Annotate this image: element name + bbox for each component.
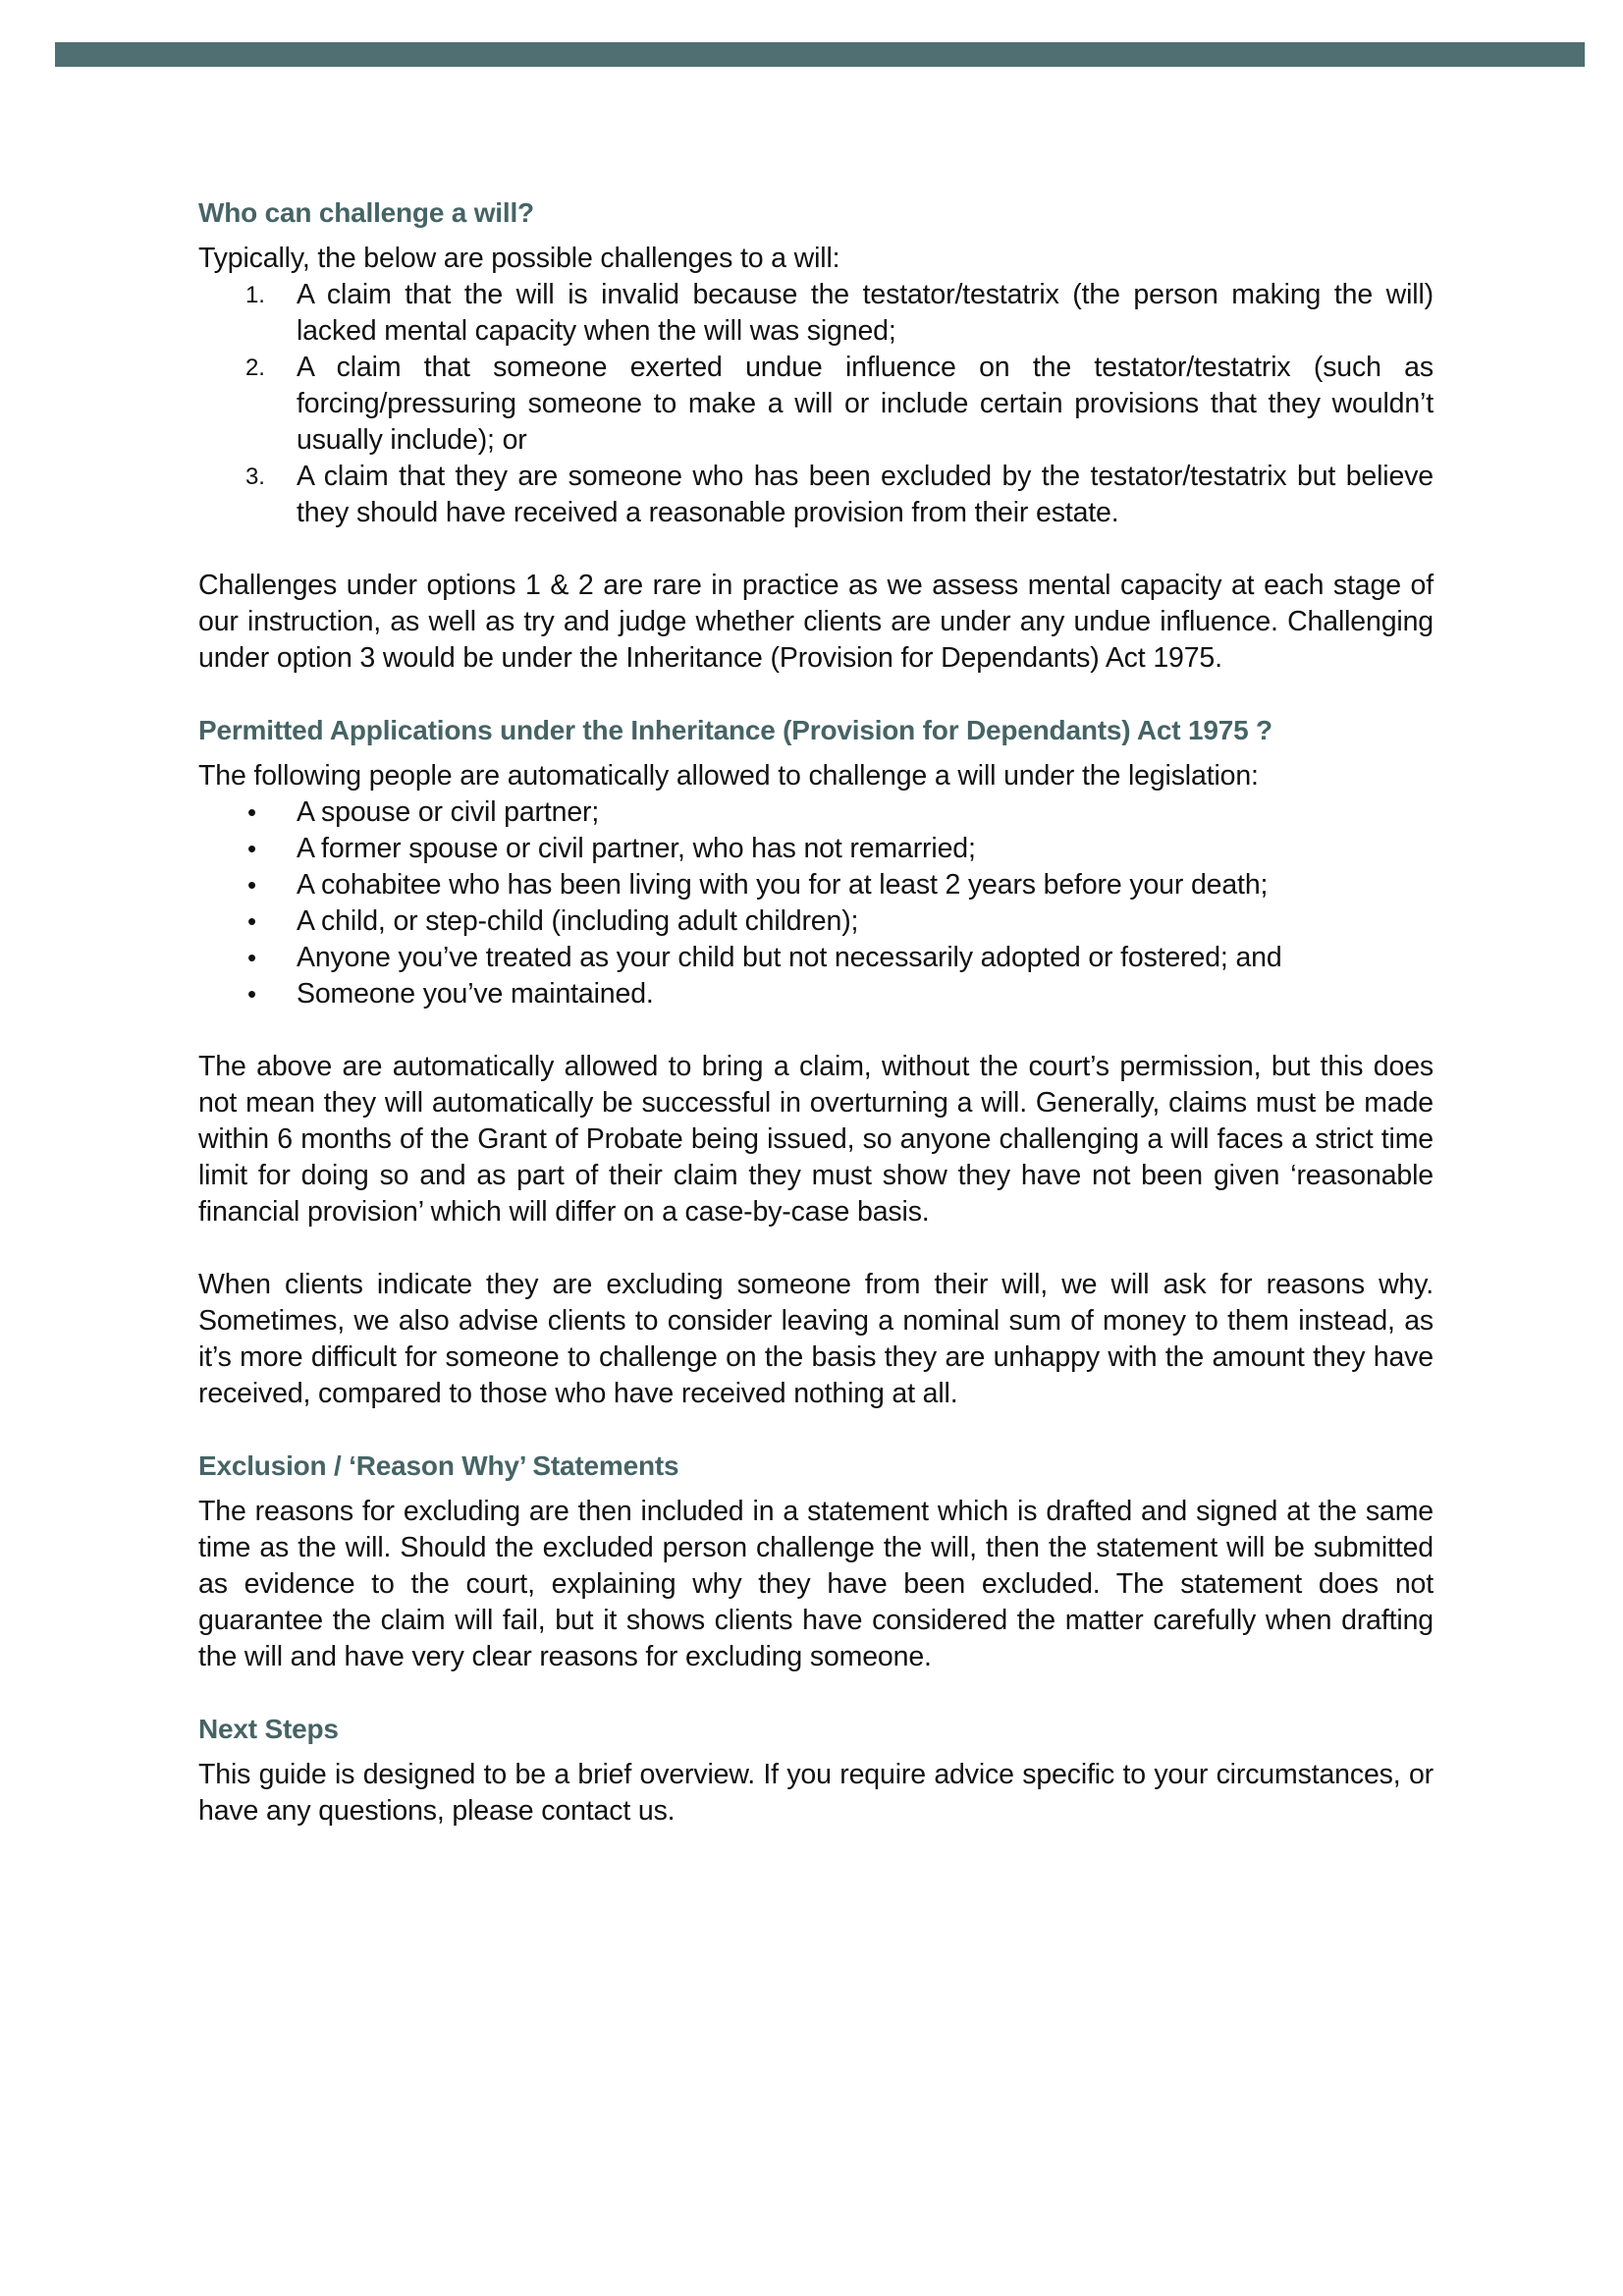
bullet-icon: • bbox=[247, 834, 256, 863]
list-item bbox=[198, 940, 1434, 976]
body-paragraph: This guide is designed to be a brief overview. If you require advice specific to your circumstances, or have any questions, please contact us. bbox=[198, 1759, 1434, 1827]
section-heading-next-steps: Next Steps bbox=[198, 1714, 339, 1744]
permitted-claimants-list bbox=[198, 794, 1434, 1012]
list-item-text: Someone you’ve maintained. bbox=[297, 978, 654, 1010]
list-item bbox=[198, 350, 1434, 459]
list-item-text: A cohabitee who has been living with you for at least 2 years before your death; bbox=[297, 869, 1269, 901]
list-item bbox=[198, 831, 1434, 867]
list-item bbox=[198, 459, 1434, 531]
bullet-icon: • bbox=[247, 797, 256, 827]
bullet-icon: • bbox=[247, 979, 256, 1009]
list-item-text: A claim that the will is invalid because the testator/testatrix (the person making the will) lacked mental capacity when the will was signed; bbox=[297, 279, 1434, 347]
document-body bbox=[198, 194, 1434, 1830]
bullet-icon: • bbox=[247, 870, 256, 900]
body-paragraph: The reasons for excluding are then included in a statement which is drafted and signed at the same time as the will. Should the excluded person challenge the will, then the statement will be submitted as evidence to the court, explaining why they have been excluded. The statement does not guarantee the claim will fail, but it shows clients have considered the matter carefully when drafting the will and have very clear reasons for excluding someone. bbox=[198, 1496, 1434, 1672]
list-item-text: A former spouse or civil partner, who has not remarried; bbox=[297, 833, 976, 864]
body-paragraph: When clients indicate they are excluding someone from their will, we will ask for reasons why. Sometimes, we also advise clients to consider leaving a nominal sum of money to them instead, as it’s more difficult for someone to challenge on the basis they are unhappy with the amount they have received, compared to those who have received nothing at all. bbox=[198, 1269, 1434, 1409]
intro-text: Typically, the below are possible challenges to a will: bbox=[198, 243, 840, 274]
section-heading-permitted-applications: Permitted Applications under the Inheritance (Provision for Dependants) Act 1975 ? bbox=[198, 715, 1272, 745]
list-number: 1. bbox=[245, 282, 265, 308]
challenge-types-list bbox=[198, 277, 1434, 531]
list-item-text: A spouse or civil partner; bbox=[297, 796, 600, 828]
list-item-text: A child, or step-child (including adult children); bbox=[297, 905, 859, 937]
list-number: 3. bbox=[245, 464, 265, 490]
list-item bbox=[198, 794, 1434, 831]
bullet-icon: • bbox=[247, 943, 256, 972]
header-accent-bar bbox=[55, 42, 1585, 67]
section-heading-exclusion-statements: Exclusion / ‘Reason Why’ Statements bbox=[198, 1450, 679, 1481]
list-item bbox=[198, 867, 1434, 903]
body-paragraph: Challenges under options 1 & 2 are rare in practice as we assess mental capacity at each stage of our instruction, as well as try and judge whether clients are under any undue influence. Challenging under option 3 would be under the Inheritance (Provision for Dependants) Act 1975. bbox=[198, 570, 1434, 674]
list-number: 2. bbox=[245, 355, 265, 381]
intro-text: The following people are automatically allowed to challenge a will under the legislation: bbox=[198, 760, 1259, 792]
section-heading-who-can-challenge: Who can challenge a will? bbox=[198, 197, 534, 228]
list-item bbox=[198, 976, 1434, 1012]
list-item-text: Anyone you’ve treated as your child but not necessarily adopted or fostered; and bbox=[297, 942, 1282, 973]
body-paragraph: The above are automatically allowed to bring a claim, without the court’s permission, but this does not mean they will automatically be successful in overturning a will. Generally, claims must be made within 6 months of the Grant of Probate being issued, so anyone challenging a will faces a strict time limit for doing so and as part of their claim they must show they have not been given ‘reasonable financial provision’ which will differ on a case-by-case basis. bbox=[198, 1051, 1434, 1228]
list-item bbox=[198, 277, 1434, 350]
bullet-icon: • bbox=[247, 906, 256, 936]
list-item-text: A claim that someone exerted undue influence on the testator/testatrix (such as forcing/pressuring someone to make a will or include certain provisions that they wouldn’t usually include); or bbox=[297, 352, 1434, 456]
list-item-text: A claim that they are someone who has been excluded by the testator/testatrix but believe they should have received a reasonable provision from their estate. bbox=[297, 461, 1434, 528]
list-item bbox=[198, 903, 1434, 940]
